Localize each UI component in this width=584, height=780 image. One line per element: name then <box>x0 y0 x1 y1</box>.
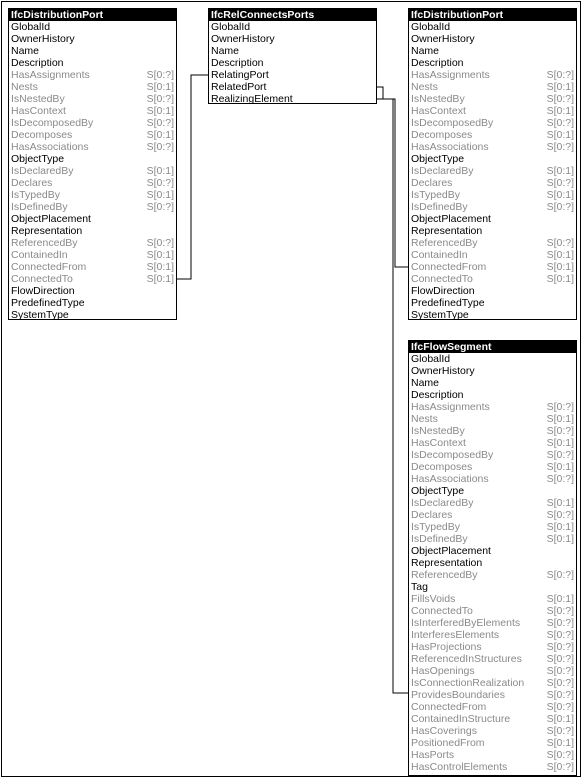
attribute-row <box>409 617 576 629</box>
attribute-row <box>9 225 176 237</box>
attribute-cardinality: S[0:?] <box>146 93 174 105</box>
attribute-name: IsDefinedBy <box>11 201 68 213</box>
attribute-row <box>409 189 576 201</box>
attribute-name: ProvidesBoundaries <box>411 689 505 701</box>
attribute-row <box>409 509 576 521</box>
attribute-name: Declares <box>411 509 453 521</box>
entity-ifcdistributionport-left[interactable] <box>8 8 177 320</box>
attribute-cardinality: S[0:1] <box>146 189 174 201</box>
attribute-row <box>409 249 576 261</box>
attribute-cardinality: S[0:?] <box>546 569 574 581</box>
attribute-row <box>409 237 576 249</box>
attribute-name: HasAssociations <box>411 473 489 485</box>
attribute-name: IsConnectionRealization <box>411 677 525 689</box>
attribute-name: OwnerHistory <box>411 33 475 45</box>
attribute-row <box>409 545 576 557</box>
attribute-row <box>9 273 176 285</box>
connector-connectedto-relatingport <box>177 75 209 279</box>
attribute-row <box>409 737 576 749</box>
entity-ifcdistributionport-right[interactable] <box>408 8 577 320</box>
attribute-cardinality: S[0:?] <box>146 117 174 129</box>
attribute-name: Representation <box>411 225 483 237</box>
attribute-cardinality: S[0:?] <box>546 653 574 665</box>
attribute-name: IsNestedBy <box>411 425 465 437</box>
attribute-name: ContainedInStructure <box>411 713 511 725</box>
attribute-row <box>409 93 576 105</box>
attribute-name: Description <box>411 57 464 69</box>
attribute-cardinality: S[0:?] <box>546 401 574 413</box>
attribute-cardinality: S[0:?] <box>546 605 574 617</box>
attribute-row <box>409 557 576 569</box>
attribute-row <box>9 57 176 69</box>
attribute-cardinality: S[0:1] <box>546 737 574 749</box>
attribute-name: ObjectPlacement <box>411 545 491 557</box>
attribute-cardinality: S[0:1] <box>546 521 574 533</box>
attribute-name: RelatedPort <box>211 81 267 93</box>
attribute-row <box>9 213 176 225</box>
attribute-name: RealizingElement <box>211 93 293 105</box>
attribute-name: GlobalId <box>211 21 251 33</box>
attribute-name: IsDeclaredBy <box>411 165 474 177</box>
attribute-row <box>409 389 576 401</box>
attribute-row <box>409 69 576 81</box>
attribute-name: IsDefinedBy <box>411 201 468 213</box>
attribute-row <box>9 249 176 261</box>
attribute-name: IsInterferedByElements <box>411 617 521 629</box>
attribute-row <box>9 309 176 321</box>
attribute-name: HasAssignments <box>411 69 490 81</box>
attribute-row <box>209 45 376 57</box>
attribute-name: IsDeclaredBy <box>411 497 474 509</box>
attribute-cardinality: S[0:1] <box>146 105 174 117</box>
attribute-cardinality: S[0:1] <box>546 461 574 473</box>
attribute-row <box>409 425 576 437</box>
attribute-name: IsDefinedBy <box>411 533 468 545</box>
attribute-cardinality: S[0:1] <box>546 593 574 605</box>
attribute-row <box>9 45 176 57</box>
attribute-row <box>9 261 176 273</box>
attribute-name: Decomposes <box>411 129 473 141</box>
attribute-name: Name <box>411 377 440 389</box>
attribute-name: ReferencedBy <box>411 237 478 249</box>
attribute-name: ObjectPlacement <box>11 213 91 225</box>
attribute-name: Description <box>411 389 464 401</box>
attribute-cardinality: S[0:?] <box>546 201 574 213</box>
attribute-row <box>9 21 176 33</box>
attribute-cardinality: S[0:?] <box>146 201 174 213</box>
attribute-row <box>9 69 176 81</box>
attribute-list <box>209 21 376 105</box>
attribute-name: IsDecomposedBy <box>11 117 94 129</box>
attribute-name: HasControlElements <box>411 761 508 773</box>
attribute-name: ConnectedFrom <box>411 261 487 273</box>
attribute-row <box>409 129 576 141</box>
attribute-row <box>409 653 576 665</box>
attribute-name: HasContext <box>411 105 466 117</box>
attribute-cardinality: S[0:?] <box>546 473 574 485</box>
attribute-name: InterferesElements <box>411 629 500 641</box>
attribute-cardinality: S[0:?] <box>546 141 574 153</box>
attribute-row <box>409 57 576 69</box>
attribute-row <box>409 401 576 413</box>
attribute-row <box>409 261 576 273</box>
attribute-cardinality: S[0:?] <box>546 665 574 677</box>
attribute-name: IsTypedBy <box>411 189 461 201</box>
attribute-name: ObjectType <box>11 153 65 165</box>
attribute-name: Name <box>211 45 240 57</box>
attribute-row <box>409 413 576 425</box>
attribute-name: HasPorts <box>411 749 455 761</box>
attribute-list <box>409 353 576 773</box>
attribute-name: FillsVoids <box>411 593 456 605</box>
entity-title: IfcDistributionPort <box>409 9 576 21</box>
attribute-name: Representation <box>411 557 483 569</box>
attribute-name: IsDeclaredBy <box>11 165 74 177</box>
attribute-row <box>409 605 576 617</box>
attribute-row <box>9 237 176 249</box>
attribute-name: Description <box>11 57 64 69</box>
attribute-name: Representation <box>11 225 83 237</box>
attribute-row <box>9 81 176 93</box>
attribute-name: ConnectedFrom <box>11 261 87 273</box>
attribute-row <box>409 165 576 177</box>
attribute-name: FlowDirection <box>11 285 75 297</box>
attribute-name: GlobalId <box>11 21 51 33</box>
attribute-cardinality: S[0:1] <box>546 81 574 93</box>
attribute-name: IsDecomposedBy <box>411 449 494 461</box>
attribute-cardinality: S[0:1] <box>546 105 574 117</box>
attribute-name: Nests <box>11 81 38 93</box>
attribute-cardinality: S[0:?] <box>146 237 174 249</box>
attribute-name: IsTypedBy <box>11 189 61 201</box>
attribute-name: Declares <box>411 177 453 189</box>
attribute-cardinality: S[0:?] <box>546 749 574 761</box>
attribute-name: ConnectedTo <box>411 273 473 285</box>
attribute-row <box>9 201 176 213</box>
attribute-name: Declares <box>11 177 53 189</box>
attribute-cardinality: S[0:?] <box>546 117 574 129</box>
attribute-cardinality: S[0:1] <box>146 81 174 93</box>
attribute-name: HasContext <box>11 105 66 117</box>
attribute-row <box>409 641 576 653</box>
attribute-cardinality: S[0:1] <box>546 249 574 261</box>
attribute-row <box>409 201 576 213</box>
attribute-name: HasAssociations <box>11 141 89 153</box>
attribute-cardinality: S[0:?] <box>546 725 574 737</box>
attribute-row <box>409 309 576 321</box>
attribute-name: ConnectedFrom <box>411 701 487 713</box>
attribute-row <box>9 165 176 177</box>
attribute-name: PredefinedType <box>11 297 85 309</box>
attribute-row <box>9 141 176 153</box>
attribute-name: RelatingPort <box>211 69 269 81</box>
attribute-cardinality: S[0:1] <box>546 273 574 285</box>
attribute-cardinality: S[0:1] <box>546 713 574 725</box>
attribute-name: OwnerHistory <box>411 365 475 377</box>
attribute-cardinality: S[0:?] <box>546 677 574 689</box>
attribute-row <box>409 749 576 761</box>
attribute-name: ContainedIn <box>411 249 468 261</box>
attribute-row <box>209 69 376 81</box>
attribute-cardinality: S[0:?] <box>546 629 574 641</box>
attribute-row <box>409 761 576 773</box>
attribute-name: HasAssociations <box>411 141 489 153</box>
attribute-name: HasAssignments <box>11 69 90 81</box>
attribute-name: ReferencedBy <box>411 569 478 581</box>
attribute-row <box>409 713 576 725</box>
attribute-row <box>9 177 176 189</box>
attribute-cardinality: S[0:?] <box>546 425 574 437</box>
attribute-row <box>409 665 576 677</box>
attribute-name: HasCoverings <box>411 725 477 737</box>
attribute-cardinality: S[0:1] <box>546 129 574 141</box>
attribute-cardinality: S[0:?] <box>546 761 574 773</box>
attribute-cardinality: S[0:?] <box>546 449 574 461</box>
attribute-cardinality: S[0:1] <box>546 533 574 545</box>
attribute-cardinality: S[0:1] <box>546 165 574 177</box>
attribute-name: ConnectedTo <box>411 605 473 617</box>
attribute-name: Decomposes <box>411 461 473 473</box>
attribute-row <box>409 21 576 33</box>
attribute-cardinality: S[0:?] <box>146 141 174 153</box>
attribute-row <box>9 129 176 141</box>
attribute-row <box>209 81 376 93</box>
attribute-cardinality: S[0:?] <box>146 177 174 189</box>
attribute-row <box>409 81 576 93</box>
attribute-row <box>409 677 576 689</box>
attribute-name: Name <box>411 45 440 57</box>
attribute-name: HasProjections <box>411 641 482 653</box>
entity-ifcflowsegment[interactable] <box>408 340 577 776</box>
attribute-row <box>409 141 576 153</box>
attribute-cardinality: S[0:?] <box>546 617 574 629</box>
attribute-row <box>409 473 576 485</box>
attribute-cardinality: S[0:?] <box>546 177 574 189</box>
attribute-cardinality: S[0:?] <box>546 93 574 105</box>
attribute-cardinality: S[0:1] <box>146 273 174 285</box>
attribute-row <box>9 189 176 201</box>
attribute-row <box>409 273 576 285</box>
attribute-row <box>209 57 376 69</box>
attribute-name: IsDecomposedBy <box>411 117 494 129</box>
attribute-name: HasAssignments <box>411 401 490 413</box>
attribute-row <box>409 365 576 377</box>
attribute-name: Description <box>211 57 264 69</box>
attribute-cardinality: S[0:1] <box>546 261 574 273</box>
attribute-name: ReferencedBy <box>11 237 78 249</box>
attribute-name: FlowDirection <box>411 285 475 297</box>
attribute-row <box>409 461 576 473</box>
attribute-row <box>409 105 576 117</box>
attribute-name: IsTypedBy <box>411 521 461 533</box>
attribute-name: PositionedFrom <box>411 737 485 749</box>
attribute-row <box>409 117 576 129</box>
attribute-name: ConnectedTo <box>11 273 73 285</box>
attribute-cardinality: S[0:?] <box>546 237 574 249</box>
attribute-row <box>9 297 176 309</box>
attribute-name: SystemType <box>11 309 69 321</box>
attribute-row <box>409 569 576 581</box>
attribute-row <box>409 521 576 533</box>
attribute-name: GlobalId <box>411 353 451 365</box>
attribute-cardinality: S[0:1] <box>146 165 174 177</box>
attribute-name: IsNestedBy <box>411 93 465 105</box>
attribute-cardinality: S[0:?] <box>546 69 574 81</box>
attribute-row <box>9 105 176 117</box>
attribute-row <box>209 93 376 105</box>
attribute-row <box>9 153 176 165</box>
attribute-row <box>409 297 576 309</box>
attribute-row <box>409 177 576 189</box>
entity-title: IfcFlowSegment <box>409 341 576 353</box>
attribute-row <box>409 33 576 45</box>
attribute-cardinality: S[0:1] <box>546 413 574 425</box>
attribute-row <box>209 33 376 45</box>
attribute-row <box>409 689 576 701</box>
attribute-name: Nests <box>411 81 438 93</box>
attribute-name: ContainedIn <box>11 249 68 261</box>
attribute-name: SystemType <box>411 309 469 321</box>
attribute-row <box>409 437 576 449</box>
entity-title: IfcDistributionPort <box>9 9 176 21</box>
attribute-name: GlobalId <box>411 21 451 33</box>
attribute-row <box>409 593 576 605</box>
attribute-row <box>409 581 576 593</box>
attribute-cardinality: S[0:1] <box>146 129 174 141</box>
attribute-row <box>409 497 576 509</box>
attribute-name: OwnerHistory <box>11 33 75 45</box>
attribute-cardinality: S[0:1] <box>546 497 574 509</box>
attribute-list <box>9 21 176 321</box>
attribute-name: Tag <box>411 581 428 593</box>
attribute-name: PredefinedType <box>411 297 485 309</box>
attribute-row <box>9 93 176 105</box>
attribute-row <box>9 33 176 45</box>
attribute-cardinality: S[0:?] <box>546 641 574 653</box>
attribute-cardinality: S[0:1] <box>146 249 174 261</box>
attribute-row <box>409 225 576 237</box>
entity-ifcrelconnectsports[interactable] <box>208 8 377 104</box>
attribute-name: ObjectPlacement <box>411 213 491 225</box>
entity-title: IfcRelConnectsPorts <box>209 9 376 21</box>
attribute-row <box>409 533 576 545</box>
attribute-name: OwnerHistory <box>211 33 275 45</box>
attribute-name: ObjectType <box>411 485 465 497</box>
attribute-name: Nests <box>411 413 438 425</box>
attribute-row <box>409 377 576 389</box>
attribute-name: HasContext <box>411 437 466 449</box>
attribute-row <box>409 485 576 497</box>
attribute-list <box>409 21 576 321</box>
attribute-cardinality: S[0:?] <box>546 509 574 521</box>
attribute-cardinality: S[0:1] <box>546 437 574 449</box>
attribute-row <box>409 725 576 737</box>
attribute-row <box>409 629 576 641</box>
attribute-row <box>209 21 376 33</box>
attribute-row <box>409 285 576 297</box>
attribute-name: Decomposes <box>11 129 73 141</box>
attribute-row <box>409 153 576 165</box>
attribute-name: ReferencedInStructures <box>411 653 522 665</box>
attribute-row <box>409 353 576 365</box>
connector-realizingelement-isconnectionrealization <box>377 99 409 693</box>
attribute-row <box>9 285 176 297</box>
attribute-cardinality: S[0:?] <box>546 689 574 701</box>
attribute-row <box>409 701 576 713</box>
attribute-row <box>9 117 176 129</box>
attribute-cardinality: S[0:1] <box>146 261 174 273</box>
attribute-row <box>409 45 576 57</box>
attribute-name: HasOpenings <box>411 665 475 677</box>
attribute-cardinality: S[0:1] <box>546 189 574 201</box>
attribute-cardinality: S[0:?] <box>146 69 174 81</box>
attribute-name: ObjectType <box>411 153 465 165</box>
attribute-row <box>409 449 576 461</box>
attribute-row <box>409 213 576 225</box>
attribute-name: IsNestedBy <box>11 93 65 105</box>
attribute-cardinality: S[0:?] <box>546 701 574 713</box>
attribute-name: Name <box>11 45 40 57</box>
